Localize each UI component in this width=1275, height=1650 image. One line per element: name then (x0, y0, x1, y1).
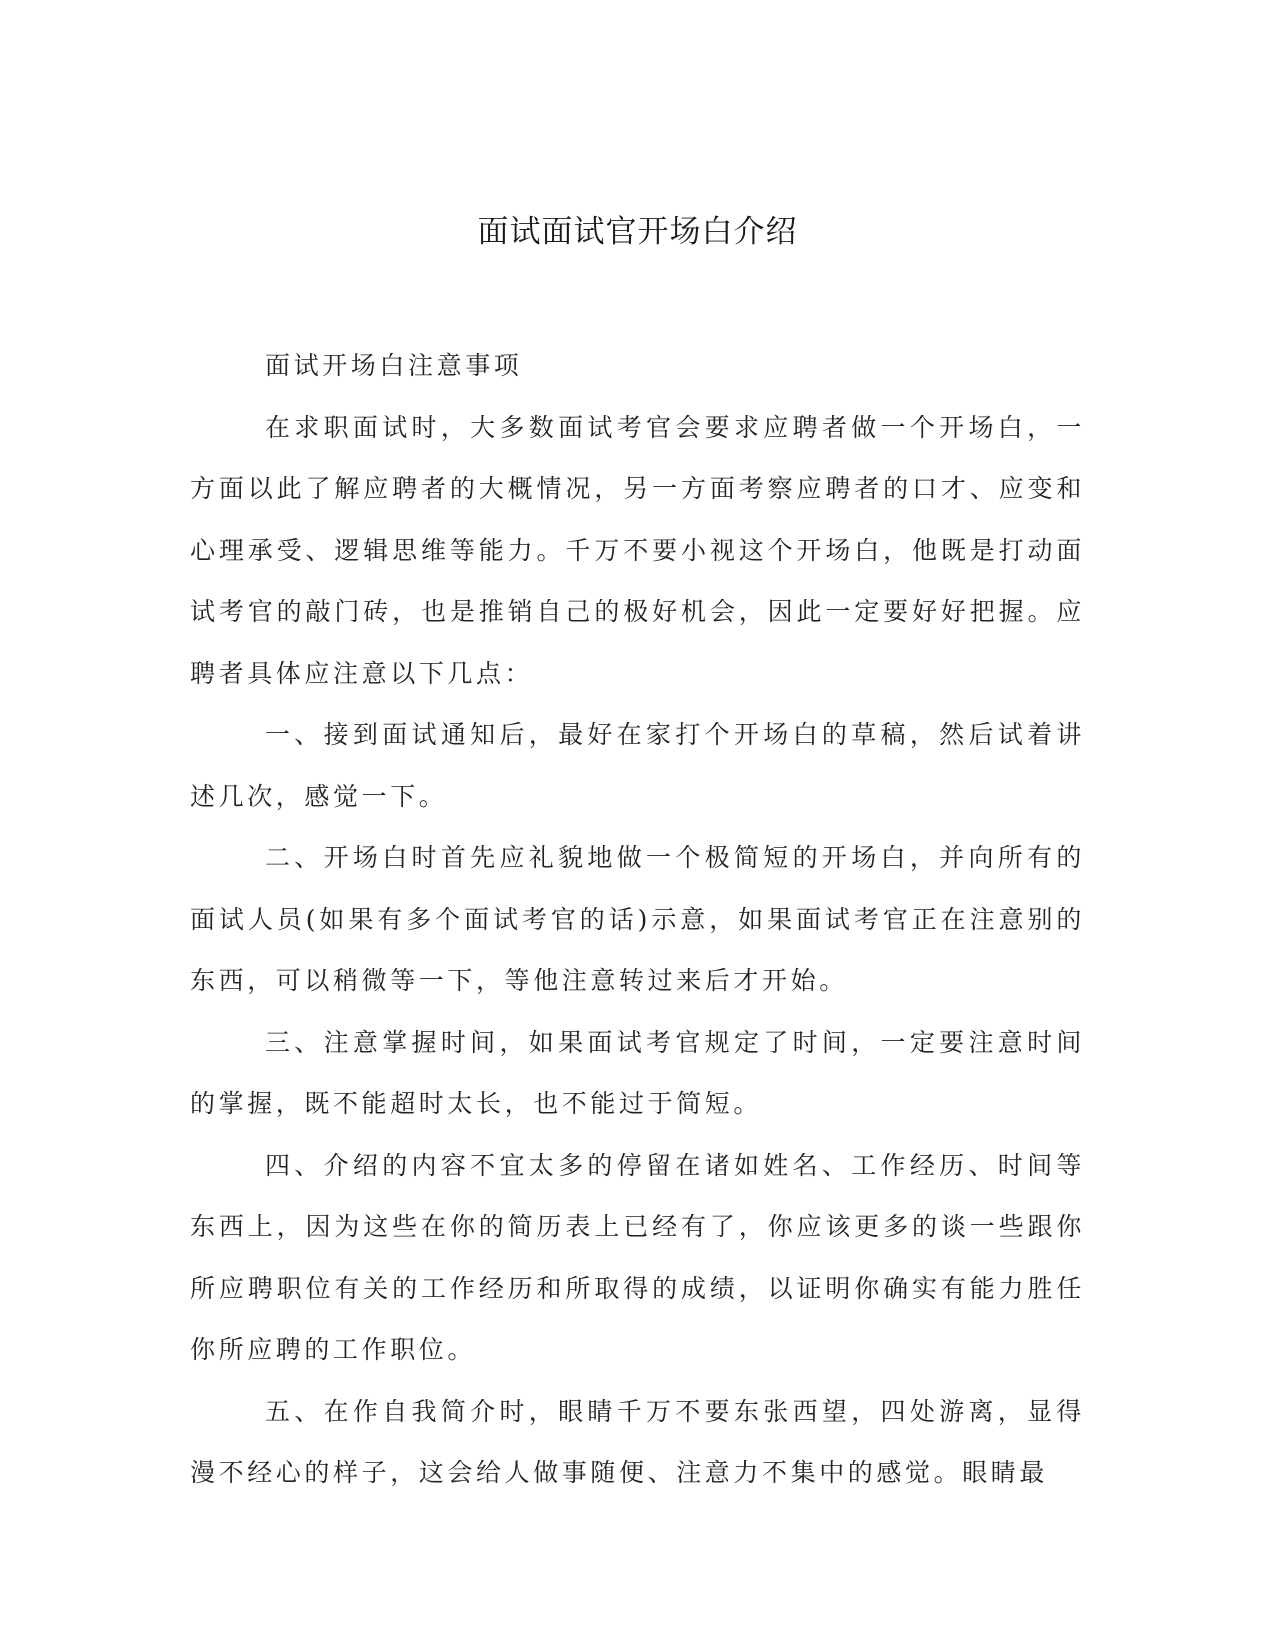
paragraph-point-4: 四、介绍的内容不宜太多的停留在诸如姓名、工作经历、时间等东西上，因为这些在你的简历表上已经有了，你应该更多的谈一些跟你所应聘职位有关的工作经历和所取得的成绩，以证明你确实有能力胜任你所应聘的工作职位。 (190, 1150, 1085, 1364)
paragraph-intro: 在求职面试时，大多数面试考官会要求应聘者做一个开场白，一方面以此了解应聘者的大概情况，另一方面考察应聘者的口才、应变和心理承受、逻辑思维等能力。千万不要小视这个开场白，他既是打动面试考官的敲门砖，也是推销自己的极好机会，因此一定要好好把握。应聘者具体应注意以下几点： (190, 412, 1085, 688)
paragraph-point-1: 一、接到面试通知后，最好在家打个开场白的草稿，然后试着讲述几次，感觉一下。 (190, 720, 1085, 811)
section-heading: 面试开场白注意事项 (265, 351, 523, 380)
paragraph-point-2: 二、开场白时首先应礼貌地做一个极简短的开场白，并向所有的面试人员(如果有多个面试考官的话)示意，如果面试考官正在注意别的东西，可以稍微等一下，等他注意转过来后才开始。 (190, 843, 1085, 995)
document-body (190, 335, 1085, 1504)
document-title: 面试面试官开场白介绍 (477, 214, 798, 250)
paragraph-point-3: 三、注意掌握时间，如果面试考官规定了时间，一定要注意时间的掌握，既不能超时太长，也不能过于简短。 (190, 1027, 1085, 1118)
paragraph-point-5: 五、在作自我简介时，眼睛千万不要东张西望，四处游离，显得漫不经心的样子，这会给人做事随便、注意力不集中的感觉。眼睛最 (190, 1396, 1085, 1487)
